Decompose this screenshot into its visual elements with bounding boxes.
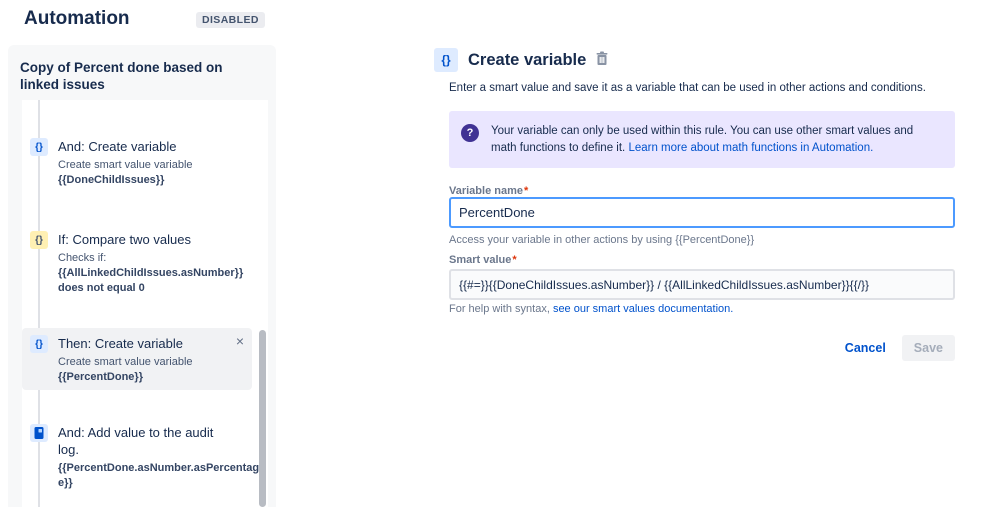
step-title: And: Add value to the audit log. [58,425,214,457]
step-description: Create smart value variable {{PercentDone}} [58,356,193,383]
create-variable-panel [434,0,955,507]
rule-name: Copy of Percent done based on linked issues [20,60,223,92]
smart-value-text: {{AllLinkedChildIssues.asNumber}} [58,267,244,279]
panel-title: Create variable [468,50,587,69]
page-title: Automation [24,8,130,29]
status-badge: DISABLED [196,12,265,28]
braces-icon: {} [30,231,48,249]
smart-value-text: {{DoneChildIssues}} [58,174,165,186]
smart-value-input[interactable] [449,269,955,300]
info-text: Your variable can only be used within this rule. You can use other smart values and math functions to define it. [491,125,914,154]
audit-log-icon [30,424,48,442]
close-icon[interactable]: × [235,333,244,349]
math-functions-link[interactable]: Learn more about math functions in Automation. [628,141,874,154]
step-description: Checks if: {{AllLinkedChildIssues.asNumber}} does not equal 0 [58,252,244,294]
smart-values-doc-link[interactable]: see our smart values documentation. [552,303,734,315]
step-title: And: Create variable [58,139,177,154]
smart-value-text: {{PercentDone}} [58,371,143,383]
variable-name-help: Access your variable in other actions by using {{PercentDone}} [449,234,755,246]
braces-icon: {} [30,335,48,353]
panel-header [434,48,609,72]
sidebar-scrollbar-thumb[interactable] [259,330,266,507]
condition-text: does not equal 0 [58,282,145,294]
step-connector-line [38,100,40,507]
form-actions [835,335,955,361]
step-description [58,461,260,491]
info-banner [449,111,955,168]
variable-name-label: Variable name* [449,185,529,197]
step-description: Create smart value variable {{DoneChildIssues}} [58,159,193,186]
variable-name-input[interactable] [449,197,955,228]
braces-icon: {} [30,138,48,156]
rule-step-then-create-variable[interactable] [22,328,252,390]
cancel-button[interactable]: Cancel [835,335,896,361]
smart-value-label: Smart value* [449,254,517,266]
question-icon: ? [461,124,479,142]
trash-icon[interactable] [595,51,609,71]
save-button[interactable]: Save [902,335,955,361]
step-title: Then: Create variable [58,336,184,351]
required-marker: * [524,185,529,197]
braces-icon: {} [434,48,458,72]
rule-steps-panel [8,45,276,507]
smart-value-text: {{PercentDone.asNumber.asPercentage}} [58,462,260,489]
required-marker: * [512,254,517,266]
rule-step-list [22,100,268,507]
smart-value-help: For help with syntax, see our smart values documentation. [449,303,734,315]
step-title: If: Compare two values [58,232,191,247]
panel-description: Enter a smart value and save it as a variable that can be used in other actions and conditions. [449,82,926,94]
